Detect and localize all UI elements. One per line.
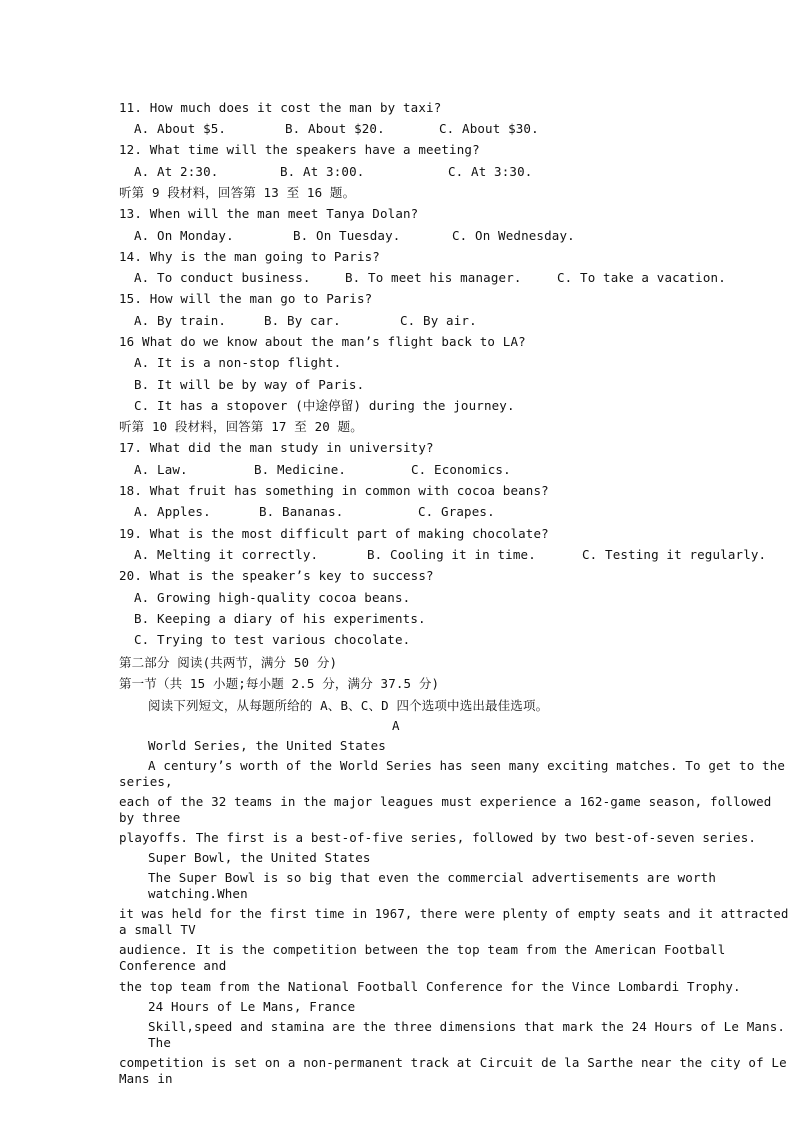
part-2-heading: 第二部分 阅读(共两节，满分 50 分): [119, 655, 338, 670]
passage-line: Conference and: [119, 958, 227, 973]
q20-option-b: B. Keeping a diary of his experiments.: [134, 611, 426, 626]
q19-option-b: B. Cooling it in time.: [367, 547, 536, 562]
passage-line: watching.When: [148, 886, 248, 901]
q12-option-a: A. At 2:30.: [134, 164, 219, 179]
passage-line: by three: [119, 810, 181, 825]
q16-option-c: C. It has a stopover (中途停留) during the journey.: [134, 398, 515, 413]
passage-line: A century’s worth of the World Series has seen many exciting matches. To get to the: [148, 758, 786, 773]
question-20: 20. What is the speaker’s key to success?: [119, 568, 434, 583]
passage-letter: A: [392, 718, 400, 733]
passage-line: Skill,speed and stamina are the three dimensions that mark the 24 Hours of Le Mans.: [148, 1019, 786, 1034]
q16-option-b: B. It will be by way of Paris.: [134, 377, 365, 392]
q11-option-c: C. About $30.: [439, 121, 539, 136]
passage-line: a small TV: [119, 922, 196, 937]
passage-line: The Super Bowl is so big that even the commercial advertisements are worth: [148, 870, 716, 885]
q17-option-a: A. Law.: [134, 462, 188, 477]
q19-option-a: A. Melting it correctly.: [134, 547, 319, 562]
question-17: 17. What did the man study in university?: [119, 440, 434, 455]
q15-option-c: C. By air.: [400, 313, 477, 328]
q13-option-b: B. On Tuesday.: [293, 228, 401, 243]
q11-option-b: B. About $20.: [285, 121, 385, 136]
question-14: 14. Why is the man going to Paris?: [119, 249, 380, 264]
q13-option-c: C. On Wednesday.: [452, 228, 575, 243]
q18-option-a: A. Apples.: [134, 504, 211, 519]
q17-option-c: C. Economics.: [411, 462, 511, 477]
passage-line: it was held for the first time in 1967, there were plenty of empty seats and it attracted: [119, 906, 789, 921]
passage-line: audience. It is the competition between the top team from the American Football: [119, 942, 726, 957]
q14-option-a: A. To conduct business.: [134, 270, 311, 285]
question-13: 13. When will the man meet Tanya Dolan?: [119, 206, 419, 221]
q20-option-a: A. Growing high-quality cocoa beans.: [134, 590, 411, 605]
q16-option-a: A. It is a non-stop flight.: [134, 355, 342, 370]
q14-option-c: C. To take a vacation.: [557, 270, 726, 285]
q20-option-c: C. Trying to test various chocolate.: [134, 632, 411, 647]
passage-line: each of the 32 teams in the major leagues must experience a 162-game season, followed: [119, 794, 772, 809]
passage-line: series,: [119, 774, 173, 789]
q15-option-b: B. By car.: [264, 313, 341, 328]
passage-subtitle-le-mans: 24 Hours of Le Mans, France: [148, 999, 356, 1014]
q17-option-b: B. Medicine.: [254, 462, 347, 477]
part-2-section-1-heading: 第一节（共 15 小题;每小题 2.5 分，满分 37.5 分): [119, 676, 440, 691]
passage-line: the top team from the National Football Conference for the Vince Lombardi Trophy.: [119, 979, 741, 994]
passage-line: Mans in: [119, 1071, 173, 1086]
q18-option-b: B. Bananas.: [259, 504, 344, 519]
passage-line: playoffs. The first is a best-of-five series, followed by two best-of-seven series.: [119, 830, 757, 845]
question-15: 15. How will the man go to Paris?: [119, 291, 373, 306]
question-16: 16 What do we know about the man’s flight back to LA?: [119, 334, 526, 349]
question-12: 12. What time will the speakers have a meeting?: [119, 142, 480, 157]
passage-subtitle-super-bowl: Super Bowl, the United States: [148, 850, 371, 865]
passage-line: The: [148, 1035, 172, 1050]
passage-line: competition is set on a non-permanent track at Circuit de la Sarthe near the city of Le: [119, 1055, 787, 1070]
section-9-heading: 听第 9 段材料，回答第 13 至 16 题。: [119, 185, 356, 200]
question-19: 19. What is the most difficult part of making chocolate?: [119, 526, 549, 541]
q11-option-a: A. About $5.: [134, 121, 227, 136]
question-18: 18. What fruit has something in common with cocoa beans?: [119, 483, 549, 498]
section-10-heading: 听第 10 段材料，回答第 17 至 20 题。: [119, 419, 363, 434]
q15-option-a: A. By train.: [134, 313, 227, 328]
q12-option-c: C. At 3:30.: [448, 164, 533, 179]
reading-instruction: 阅读下列短文，从每题所给的 A、B、C、D 四个选项中选出最佳选项。: [148, 698, 549, 713]
q12-option-b: B. At 3:00.: [280, 164, 365, 179]
question-11: 11. How much does it cost the man by taxi?: [119, 100, 442, 115]
q18-option-c: C. Grapes.: [418, 504, 495, 519]
q14-option-b: B. To meet his manager.: [345, 270, 522, 285]
q19-option-c: C. Testing it regularly.: [582, 547, 767, 562]
q13-option-a: A. On Monday.: [134, 228, 234, 243]
passage-subtitle-world-series: World Series, the United States: [148, 738, 386, 753]
